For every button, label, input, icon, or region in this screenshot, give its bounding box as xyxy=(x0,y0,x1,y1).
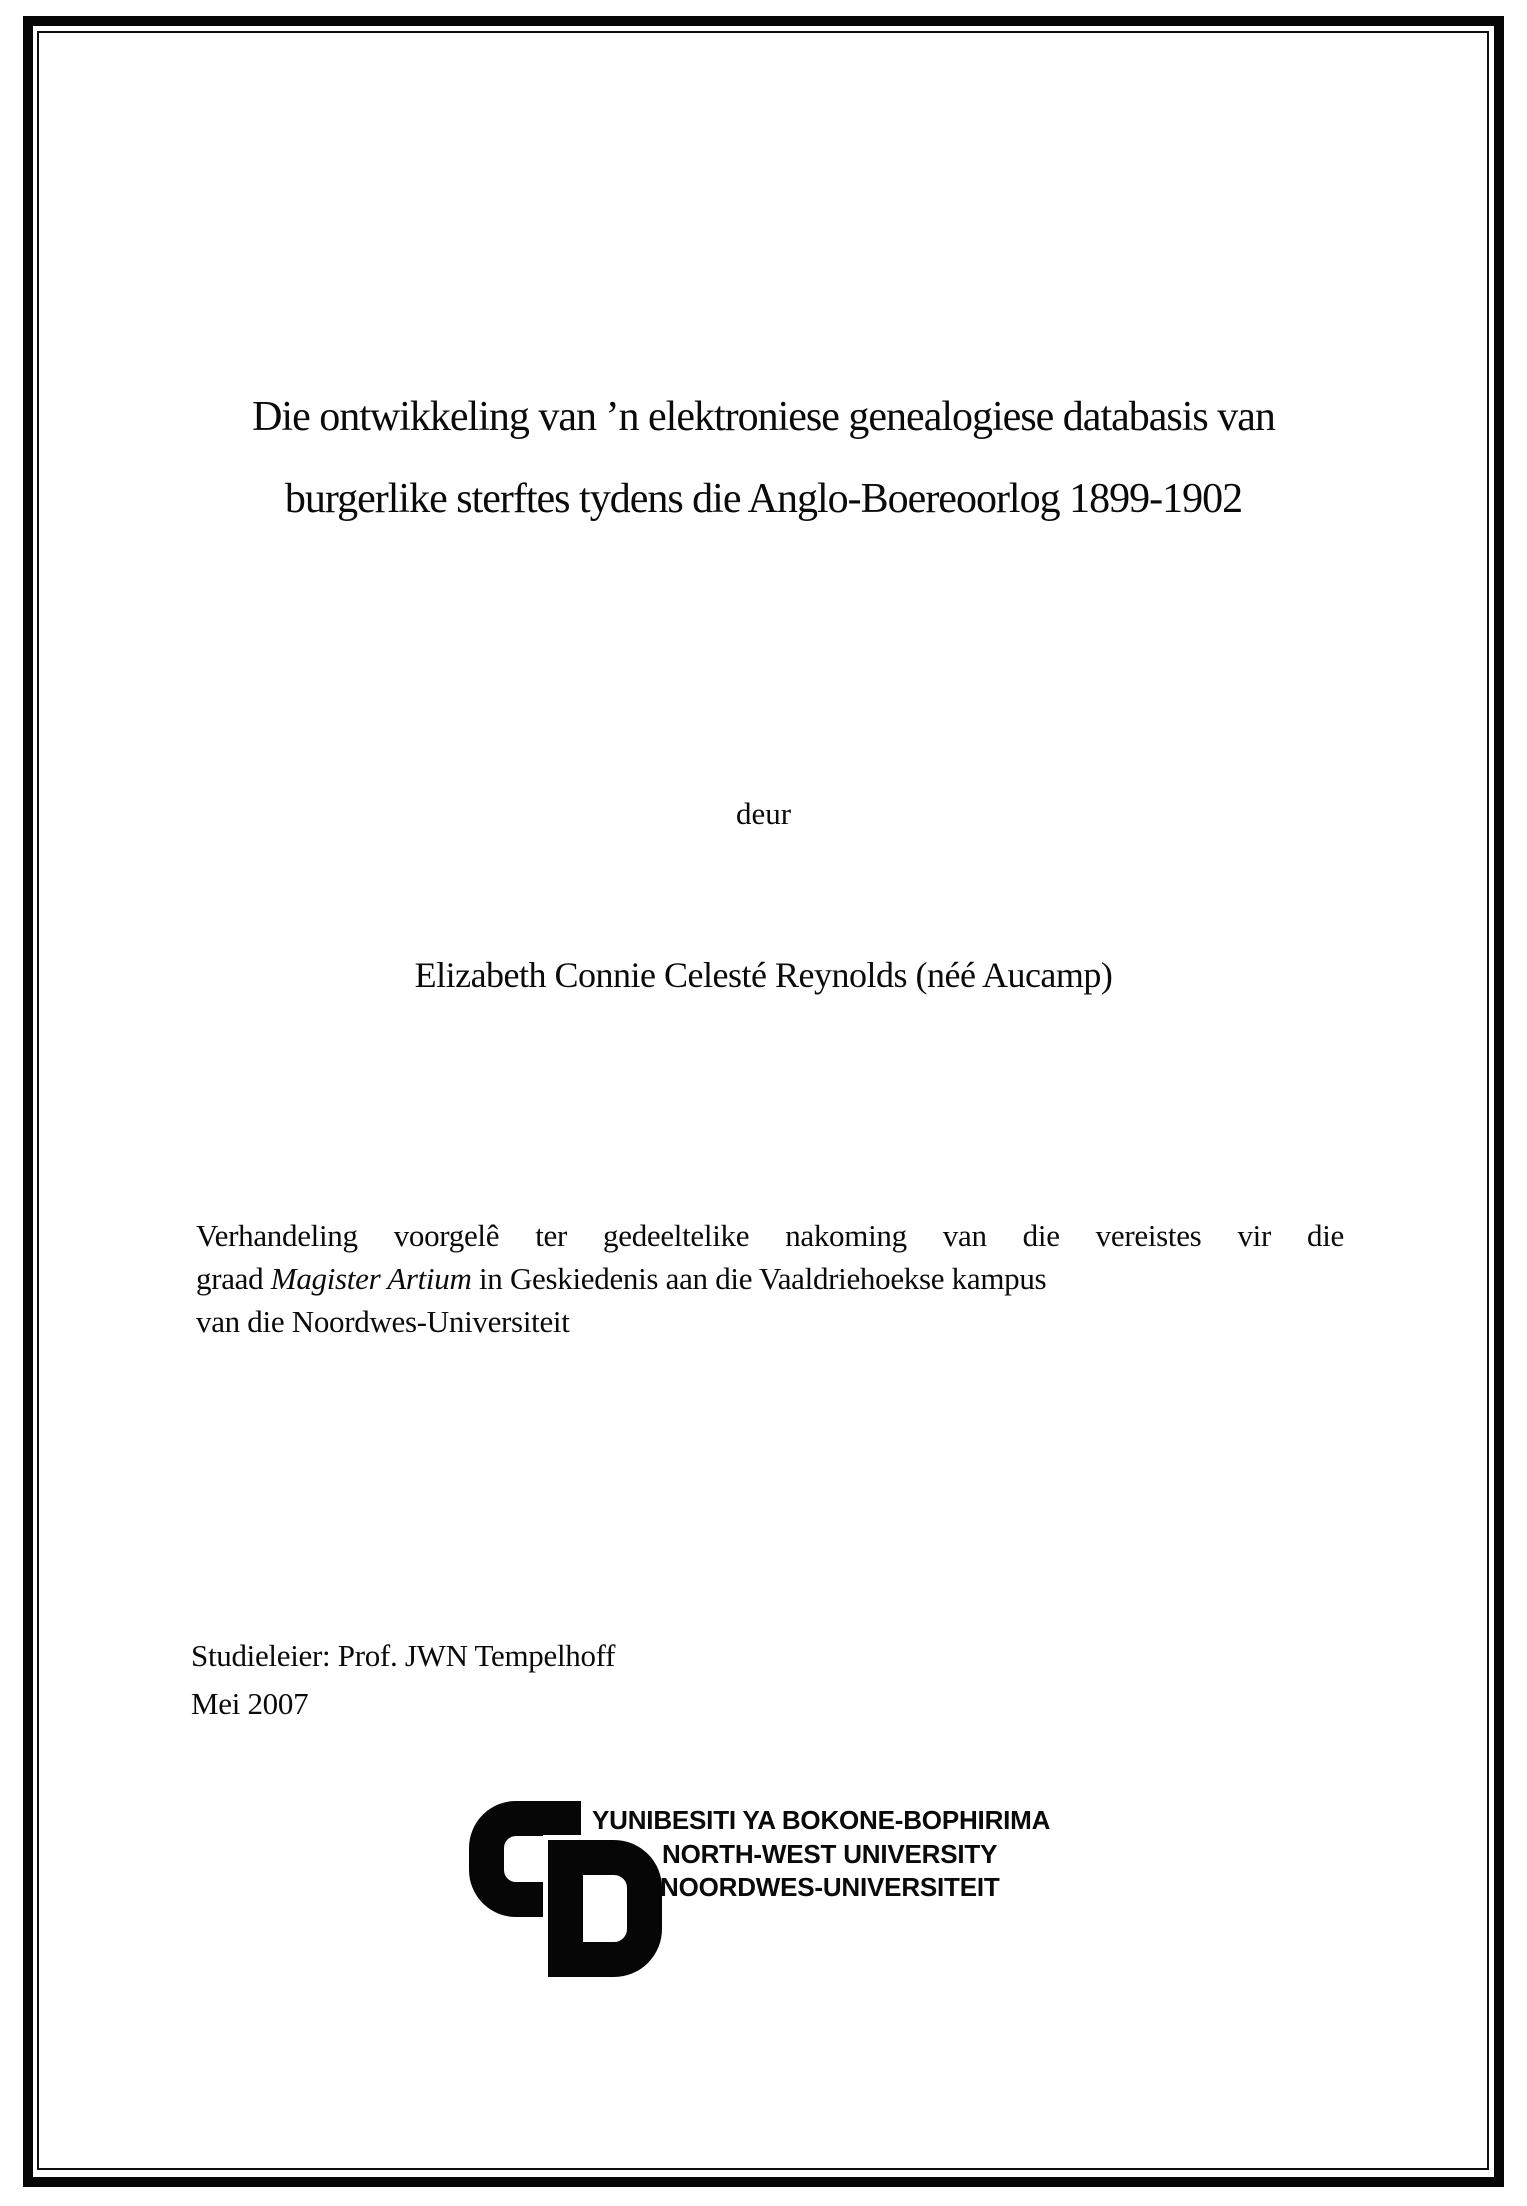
degree-name-italic: Magister Artium xyxy=(270,1261,472,1296)
thesis-title-line2: burgerlike sterftes tydens die Anglo-Boereoorlog 1899-1902 xyxy=(284,476,1243,522)
logo-wordmark-afrikaans: NOORDWES-UNIVERSITEIT xyxy=(660,1872,1000,1902)
thesis-title xyxy=(0,376,1527,540)
degree-statement-line2-post: in Geskiedenis aan die Vaaldriehoekse kampus xyxy=(471,1261,1047,1296)
logo-wordmark-setswana: YUNIBESITI YA BOKONE-BOPHIRIMA xyxy=(592,1805,1051,1835)
degree-statement-line2 xyxy=(196,1257,1344,1300)
degree-statement-line3: van die Noordwes-Universiteit xyxy=(196,1304,570,1339)
supervisor-block xyxy=(191,1632,615,1728)
degree-statement-line2-pre: graad xyxy=(196,1261,271,1296)
degree-statement-line1: Verhandeling voorgelê ter gedeeltelike nakoming van die vereistes vir die xyxy=(196,1218,1344,1253)
logo-wordmark-english: NORTH-WEST UNIVERSITY xyxy=(662,1839,998,1869)
byline-deur: deur xyxy=(735,796,792,831)
degree-statement xyxy=(196,1214,1344,1343)
date-line: Mei 2007 xyxy=(191,1686,309,1721)
supervisor-line: Studieleier: Prof. JWN Tempelhoff xyxy=(191,1638,616,1673)
author-name: Elizabeth Connie Celesté Reynolds (néé Aucamp) xyxy=(414,955,1113,995)
thesis-title-line1: Die ontwikkeling van ’n elektroniese genealogiese databasis van xyxy=(252,394,1275,440)
